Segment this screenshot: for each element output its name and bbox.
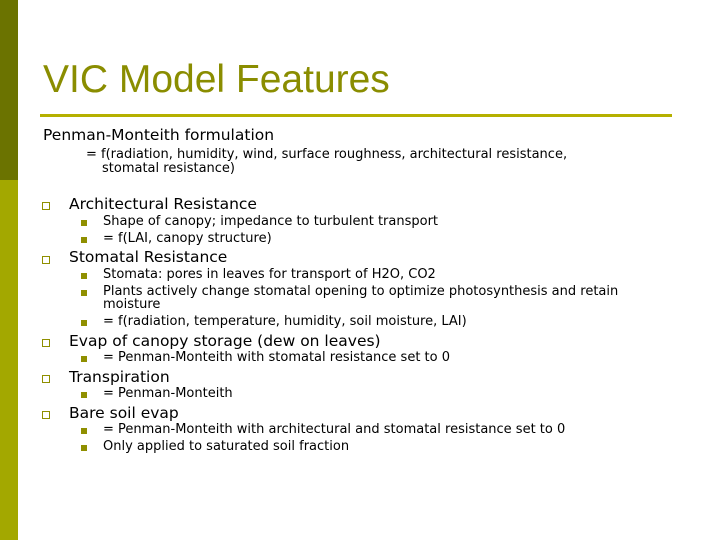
section-label-transpiration: Transpiration xyxy=(69,368,170,386)
intro-heading: Penman-Monteith formulation xyxy=(43,126,275,144)
section-label-stomatal-resistance: Stomatal Resistance xyxy=(69,248,228,266)
bullet-small-square-icon xyxy=(81,392,87,398)
bullet-square-icon xyxy=(42,256,50,264)
intro-formula-line-2: stomatal resistance) xyxy=(102,161,235,176)
left-accent-bar-top xyxy=(0,0,18,180)
list-item-continuation: moisture xyxy=(103,297,161,312)
list-item: = f(LAI, canopy structure) xyxy=(103,231,272,246)
list-item: = Penman-Monteith with architectural and stomatal resistance set to 0 xyxy=(103,422,566,437)
left-accent-bar-bottom xyxy=(0,180,18,540)
list-item: = Penman-Monteith xyxy=(103,386,233,401)
bullet-square-icon xyxy=(42,375,50,383)
bullet-square-icon xyxy=(42,411,50,419)
list-item: = Penman-Monteith with stomatal resistance set to 0 xyxy=(103,350,451,365)
bullet-small-square-icon xyxy=(81,445,87,451)
bullet-small-square-icon xyxy=(81,237,87,243)
bullet-small-square-icon xyxy=(81,220,87,226)
intro-formula-line-1: = f(radiation, humidity, wind, surface roughness, architectural resistance, xyxy=(86,147,568,162)
list-item: Shape of canopy; impedance to turbulent transport xyxy=(103,214,439,229)
section-label-architectural-resistance: Architectural Resistance xyxy=(69,195,257,213)
list-item: = f(radiation, temperature, humidity, soil moisture, LAI) xyxy=(103,314,467,329)
title-underline xyxy=(40,114,672,117)
list-item: Plants actively change stomatal opening to optimize photosynthesis and retain xyxy=(103,284,619,299)
bullet-small-square-icon xyxy=(81,356,87,362)
bullet-square-icon xyxy=(42,339,50,347)
bullet-small-square-icon xyxy=(81,320,87,326)
section-label-evap-canopy-storage: Evap of canopy storage (dew on leaves) xyxy=(69,332,381,350)
bullet-small-square-icon xyxy=(81,428,87,434)
bullet-small-square-icon xyxy=(81,290,87,296)
bullet-small-square-icon xyxy=(81,273,87,279)
section-label-bare-soil-evap: Bare soil evap xyxy=(69,404,179,422)
list-item: Stomata: pores in leaves for transport of H2O, CO2 xyxy=(103,267,436,282)
bullet-square-icon xyxy=(42,202,50,210)
list-item: Only applied to saturated soil fraction xyxy=(103,439,350,454)
slide-title: VIC Model Features xyxy=(43,58,390,101)
